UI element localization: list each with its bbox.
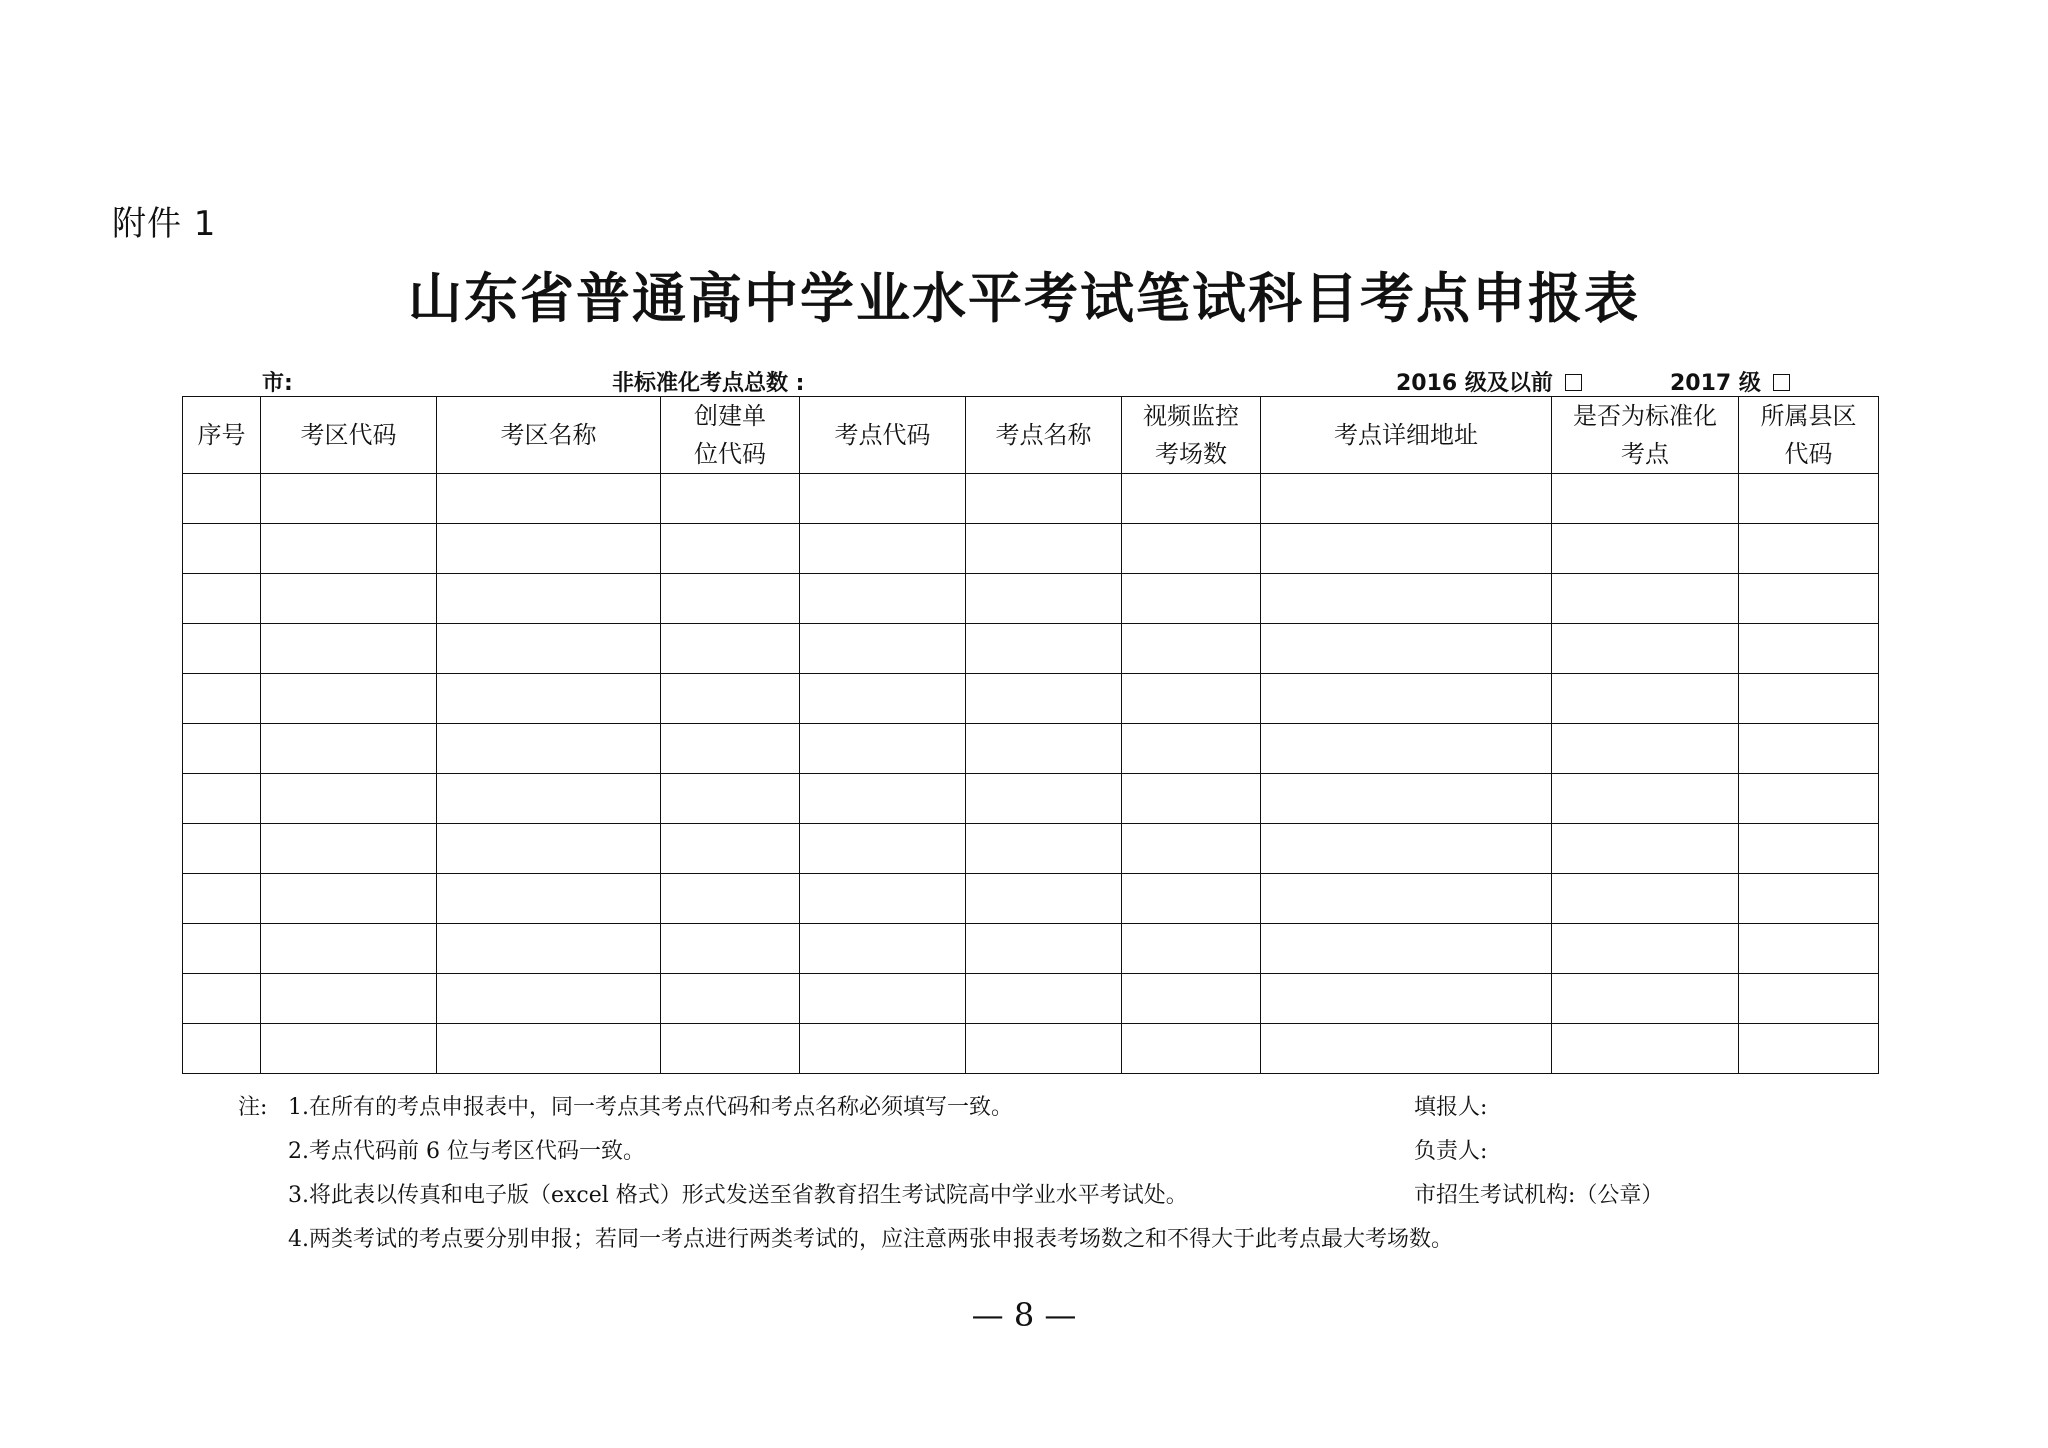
table-cell[interactable] bbox=[966, 624, 1122, 674]
table-cell[interactable] bbox=[661, 924, 800, 974]
table-cell[interactable] bbox=[1739, 774, 1879, 824]
table-cell[interactable] bbox=[437, 924, 661, 974]
table-cell[interactable] bbox=[1552, 524, 1739, 574]
table-row bbox=[183, 674, 1879, 724]
table-cell[interactable] bbox=[261, 1024, 437, 1074]
table-cell[interactable] bbox=[1122, 574, 1261, 624]
table-cell[interactable] bbox=[800, 474, 966, 524]
table-cell[interactable] bbox=[661, 824, 800, 874]
table-cell[interactable] bbox=[437, 874, 661, 924]
table-cell[interactable] bbox=[437, 1024, 661, 1074]
table-cell[interactable] bbox=[661, 574, 800, 624]
table-cell[interactable] bbox=[966, 824, 1122, 874]
city-label: 市: bbox=[262, 371, 293, 396]
table-cell[interactable] bbox=[1122, 824, 1261, 874]
table-cell[interactable] bbox=[800, 1024, 966, 1074]
table-cell[interactable] bbox=[1739, 624, 1879, 674]
option-2017 bbox=[1670, 366, 1790, 397]
table-cell[interactable] bbox=[1552, 1024, 1739, 1074]
table-cell[interactable] bbox=[183, 824, 261, 874]
col-header-district-name: 考区名称 bbox=[437, 397, 661, 474]
table-cell[interactable] bbox=[1261, 624, 1552, 674]
table-cell[interactable] bbox=[183, 524, 261, 574]
table-cell[interactable] bbox=[661, 474, 800, 524]
table-cell[interactable] bbox=[966, 474, 1122, 524]
note-item-4: 4.两类考试的考点要分别申报；若同一考点进行两类考试的，应注意两张申报表考场数之和不得大于此考点最大考场数。 bbox=[288, 1227, 1453, 1252]
table-cell[interactable] bbox=[183, 874, 261, 924]
table-cell[interactable] bbox=[1122, 524, 1261, 574]
table-cell[interactable] bbox=[1552, 624, 1739, 674]
table-cell[interactable] bbox=[1261, 524, 1552, 574]
table-cell[interactable] bbox=[661, 724, 800, 774]
nonstandard-total-label: 非标准化考点总数 : bbox=[612, 371, 805, 396]
table-cell[interactable] bbox=[1122, 924, 1261, 974]
table-cell[interactable] bbox=[437, 574, 661, 624]
table-cell[interactable] bbox=[437, 474, 661, 524]
table-row bbox=[183, 974, 1879, 1024]
table-cell[interactable] bbox=[261, 774, 437, 824]
table-cell[interactable] bbox=[261, 824, 437, 874]
note-item-3: 3.将此表以传真和电子版（excel 格式）形式发送至省教育招生考试院高中学业水平考试处。 bbox=[288, 1183, 1188, 1208]
table-cell[interactable] bbox=[800, 774, 966, 824]
table-cell[interactable] bbox=[661, 974, 800, 1024]
table-cell[interactable] bbox=[661, 1024, 800, 1074]
table-cell[interactable] bbox=[261, 724, 437, 774]
table-cell[interactable] bbox=[800, 924, 966, 974]
table-cell[interactable] bbox=[800, 874, 966, 924]
table-cell[interactable] bbox=[661, 674, 800, 724]
table-cell[interactable] bbox=[1122, 474, 1261, 524]
table-cell[interactable] bbox=[1261, 674, 1552, 724]
col-header-is-standard: 是否为标准化考点 bbox=[1552, 397, 1739, 474]
table-row bbox=[183, 924, 1879, 974]
table-cell[interactable] bbox=[1739, 474, 1879, 524]
table-cell[interactable] bbox=[261, 874, 437, 924]
option-2016-label: 2016 级及以前 bbox=[1396, 371, 1553, 396]
table-cell[interactable] bbox=[437, 974, 661, 1024]
table-cell[interactable] bbox=[1261, 774, 1552, 824]
table-cell[interactable] bbox=[437, 674, 661, 724]
table-cell[interactable] bbox=[966, 874, 1122, 924]
table-cell[interactable] bbox=[1122, 974, 1261, 1024]
checkbox-2017[interactable] bbox=[1773, 374, 1790, 391]
table-row bbox=[183, 774, 1879, 824]
table-cell[interactable] bbox=[1261, 974, 1552, 1024]
note-item-2: 2.考点代码前 6 位与考区代码一致。 bbox=[288, 1139, 645, 1164]
table-cell[interactable] bbox=[183, 774, 261, 824]
table-cell[interactable] bbox=[183, 1024, 261, 1074]
col-header-seq: 序号 bbox=[183, 397, 261, 474]
table-cell[interactable] bbox=[183, 574, 261, 624]
table-cell[interactable] bbox=[966, 524, 1122, 574]
table-cell[interactable] bbox=[1122, 724, 1261, 774]
table-cell[interactable] bbox=[966, 724, 1122, 774]
table-cell[interactable] bbox=[1739, 574, 1879, 624]
table-cell[interactable] bbox=[966, 1024, 1122, 1074]
table-cell[interactable] bbox=[183, 624, 261, 674]
responsible-label: 负责人: bbox=[1414, 1139, 1488, 1164]
table-cell[interactable] bbox=[1739, 524, 1879, 574]
table-cell[interactable] bbox=[1261, 574, 1552, 624]
table-cell[interactable] bbox=[800, 824, 966, 874]
table-cell[interactable] bbox=[1739, 674, 1879, 724]
table-cell[interactable] bbox=[437, 774, 661, 824]
table-cell[interactable] bbox=[1261, 874, 1552, 924]
table-cell[interactable] bbox=[1122, 874, 1261, 924]
agency-label: 市招生考试机构:（公章） bbox=[1414, 1183, 1664, 1208]
table-cell[interactable] bbox=[1122, 624, 1261, 674]
col-header-video-rooms: 视频监控考场数 bbox=[1122, 397, 1261, 474]
col-header-site-code: 考点代码 bbox=[800, 397, 966, 474]
table-cell[interactable] bbox=[966, 674, 1122, 724]
table-cell[interactable] bbox=[183, 924, 261, 974]
table-cell[interactable] bbox=[1739, 874, 1879, 924]
table-cell[interactable] bbox=[800, 724, 966, 774]
table-row bbox=[183, 724, 1879, 774]
table-cell[interactable] bbox=[1122, 674, 1261, 724]
table-cell[interactable] bbox=[1739, 724, 1879, 774]
table-cell[interactable] bbox=[1261, 924, 1552, 974]
table-cell[interactable] bbox=[1261, 824, 1552, 874]
table-cell[interactable] bbox=[661, 774, 800, 824]
col-header-unit-code: 创建单位代码 bbox=[661, 397, 800, 474]
table-row bbox=[183, 624, 1879, 674]
table-cell[interactable] bbox=[1739, 974, 1879, 1024]
page-number: — 8 — bbox=[971, 1296, 1077, 1334]
table-cell[interactable] bbox=[1552, 774, 1739, 824]
table-cell[interactable] bbox=[183, 674, 261, 724]
table-cell[interactable] bbox=[437, 624, 661, 674]
table-cell[interactable] bbox=[261, 924, 437, 974]
table-cell[interactable] bbox=[1261, 474, 1552, 524]
table-cell[interactable] bbox=[800, 674, 966, 724]
table-cell[interactable] bbox=[183, 974, 261, 1024]
table-cell[interactable] bbox=[1552, 474, 1739, 524]
table-cell[interactable] bbox=[1261, 724, 1552, 774]
table-cell[interactable] bbox=[261, 624, 437, 674]
table-cell[interactable] bbox=[1552, 724, 1739, 774]
table-row bbox=[183, 824, 1879, 874]
table-cell[interactable] bbox=[661, 524, 800, 574]
note-prefix: 注: bbox=[238, 1095, 268, 1120]
table-row bbox=[183, 874, 1879, 924]
table-cell[interactable] bbox=[800, 624, 966, 674]
table-cell[interactable] bbox=[261, 974, 437, 1024]
table-header-row bbox=[183, 397, 1879, 474]
option-2017-label: 2017 级 bbox=[1670, 371, 1761, 396]
table-cell[interactable] bbox=[800, 524, 966, 574]
table-cell[interactable] bbox=[800, 574, 966, 624]
table-row bbox=[183, 474, 1879, 524]
option-2016 bbox=[1396, 366, 1582, 397]
table-cell[interactable] bbox=[1739, 1024, 1879, 1074]
table-cell[interactable] bbox=[661, 624, 800, 674]
table-cell[interactable] bbox=[661, 874, 800, 924]
table-cell[interactable] bbox=[261, 474, 437, 524]
col-header-district-code: 考区代码 bbox=[261, 397, 437, 474]
table-cell[interactable] bbox=[437, 824, 661, 874]
table-cell[interactable] bbox=[1552, 574, 1739, 624]
table-cell[interactable] bbox=[261, 674, 437, 724]
filler-label: 填报人: bbox=[1414, 1095, 1488, 1120]
table-row bbox=[183, 1024, 1879, 1074]
checkbox-2016[interactable] bbox=[1565, 374, 1582, 391]
table-cell[interactable] bbox=[1552, 824, 1739, 874]
note-item-1: 1.在所有的考点申报表中，同一考点其考点代码和考点名称必须填写一致。 bbox=[288, 1095, 1013, 1120]
table-cell[interactable] bbox=[1552, 924, 1739, 974]
col-header-county-code: 所属县区代码 bbox=[1739, 397, 1879, 474]
col-header-address: 考点详细地址 bbox=[1261, 397, 1552, 474]
table-cell[interactable] bbox=[183, 474, 261, 524]
table-cell[interactable] bbox=[1552, 874, 1739, 924]
table-cell[interactable] bbox=[966, 574, 1122, 624]
exam-site-table bbox=[182, 396, 1879, 1074]
table-row bbox=[183, 524, 1879, 574]
table-row bbox=[183, 574, 1879, 624]
table-cell[interactable] bbox=[1552, 674, 1739, 724]
table-cell[interactable] bbox=[800, 974, 966, 1024]
table-cell[interactable] bbox=[966, 974, 1122, 1024]
table-cell[interactable] bbox=[1122, 1024, 1261, 1074]
table-cell[interactable] bbox=[437, 524, 661, 574]
table-cell[interactable] bbox=[1739, 924, 1879, 974]
table-cell[interactable] bbox=[966, 774, 1122, 824]
table-cell[interactable] bbox=[1122, 774, 1261, 824]
form-title: 山东省普通高中学业水平考试笔试科目考点申报表 bbox=[408, 267, 1640, 330]
table-cell[interactable] bbox=[966, 924, 1122, 974]
table-cell[interactable] bbox=[261, 524, 437, 574]
col-header-site-name: 考点名称 bbox=[966, 397, 1122, 474]
attachment-label: 附件 1 bbox=[112, 204, 217, 244]
table-cell[interactable] bbox=[261, 574, 437, 624]
table-cell[interactable] bbox=[437, 724, 661, 774]
table-cell[interactable] bbox=[1552, 974, 1739, 1024]
table-cell[interactable] bbox=[1739, 824, 1879, 874]
table-cell[interactable] bbox=[1261, 1024, 1552, 1074]
table-cell[interactable] bbox=[183, 724, 261, 774]
